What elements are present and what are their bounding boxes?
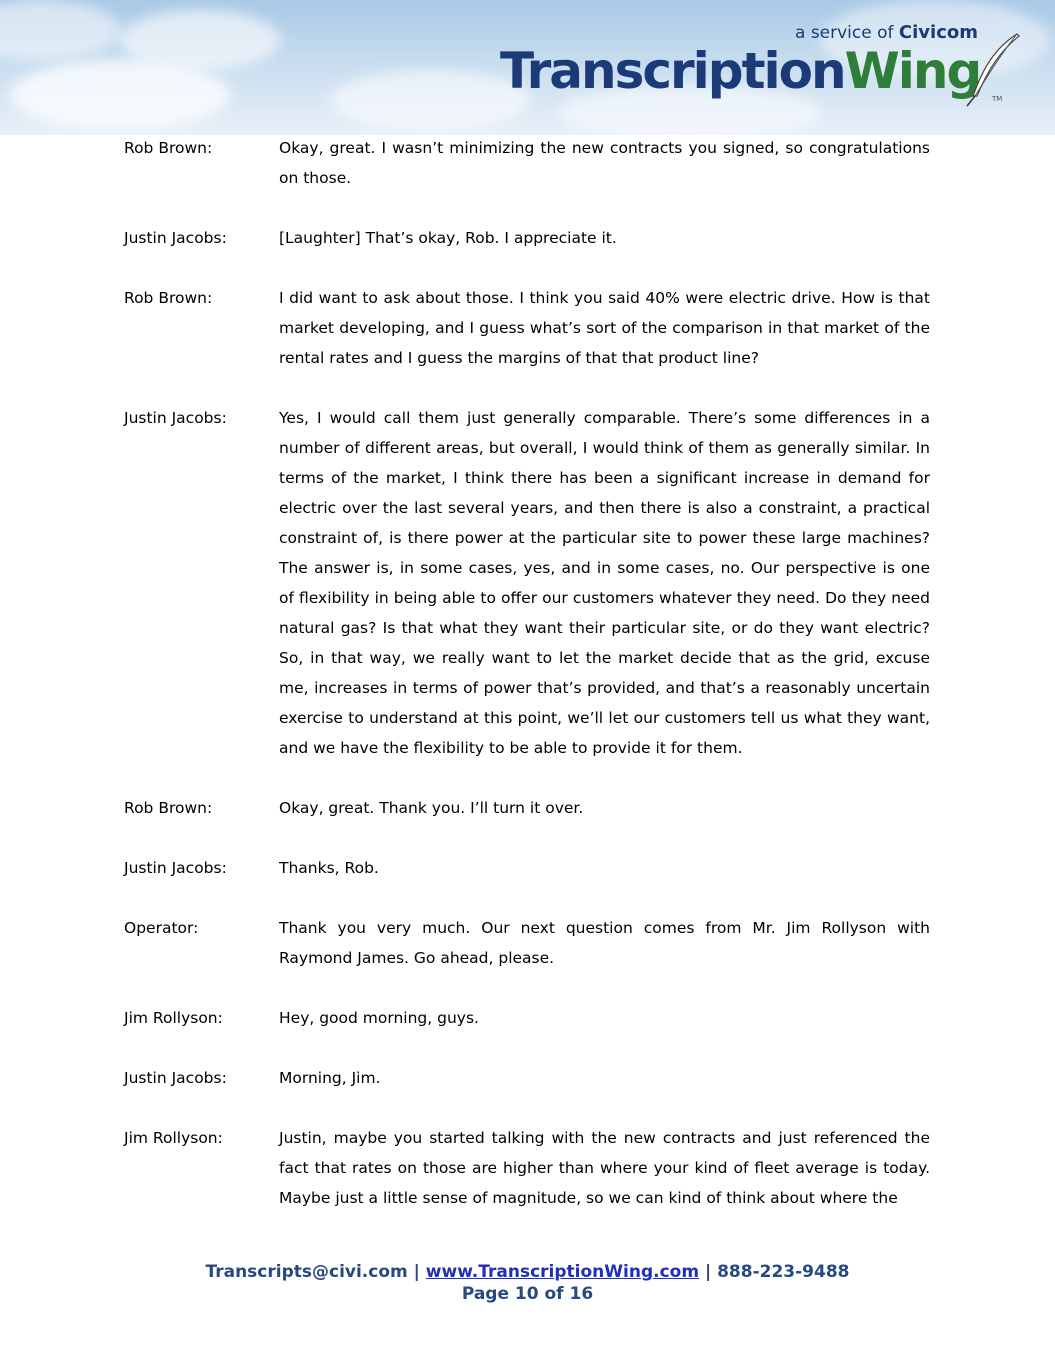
logo-wing: Wing [844,42,981,100]
speech-text: Yes, I would call them just generally comparable. There’s some differences in a number of different areas, but overall, I would think of them as generally similar. In terms of the market, I think there has been a significant increase in demand for electric over the last several years, and then there is also a constraint, a practical constraint of, is there power at the particular site to power these large machines? The answer is, in some cases, yes, and in some cases, no. Our perspective is one of flexibility in being able to offer our customers whatever they need. Do they need natural gas? Is that what they want their particular site, or do they want electric? So, in that way, we really want to let the market decide that as the grid, excuse me, increases in terms of power that’s provided, and that’s a reasonably uncertain exercise to understand at this point, we’ll let our customers tell us what they want, and we have the flexibility to be able to provide it for them. [279,409,930,757]
speaker-name: Jim Rollyson: [124,1009,223,1027]
footer-separator: | [699,1262,718,1282]
page-number: Page 10 of 16 [461,1284,594,1304]
website-link[interactable]: www.TranscriptionWing.com [425,1262,700,1282]
speaker-name: Justin Jacobs: [124,229,227,247]
transcriptionwing-logo [500,42,980,100]
speech-text: Morning, Jim. [279,1069,381,1087]
speaker-name: Rob Brown: [124,799,213,817]
logo-transcription: Transcription [500,42,845,100]
contact-line [0,1261,1055,1283]
speech-text: [Laughter] That’s okay, Rob. I appreciate it. [279,229,617,247]
speaker-name: Justin Jacobs: [124,1069,227,1087]
speech-text: Justin, maybe you started talking with the new contracts and just referenced the fact that rates on those are higher than where your kind of fleet average is today. Maybe just a little sense of magnitude, so we can kind of think about where the [279,1129,930,1207]
speaker-name: Rob Brown: [124,139,213,157]
speaker-name: Jim Rollyson: [124,1129,223,1147]
speech-text: Okay, great. I wasn’t minimizing the new contracts you signed, so congratulations on those. [279,139,930,187]
speech-text: Okay, great. Thank you. I’ll turn it over. [279,799,584,817]
sky-cloud [120,10,280,70]
speech-text: Hey, good morning, guys. [279,1009,479,1027]
footer-phone: 888-223-9488 [717,1262,850,1282]
quill-feather-icon [955,30,1025,110]
service-tagline [795,22,978,43]
trademark-mark: TM [992,95,1003,103]
service-prefix: a service of [795,23,894,43]
page-header-banner [0,0,1055,135]
speaker-name: Justin Jacobs: [124,409,227,427]
sky-cloud [10,60,230,130]
speech-text: I did want to ask about those. I think you said 40% were electric drive. How is that market developing, and I guess what’s sort of the comparison in that market of the rental rates and I guess the margins of that that product line? [279,289,930,367]
speaker-name: Justin Jacobs: [124,859,227,877]
speaker-name: Rob Brown: [124,289,213,307]
footer-email: Transcripts@civi.com [205,1262,408,1282]
civicom-brand: Civicom [898,22,978,43]
speaker-name: Operator: [124,919,199,937]
footer-separator: | [407,1262,426,1282]
sky-cloud [0,0,120,60]
speech-text: Thanks, Rob. [279,859,379,877]
page-footer [0,1261,1055,1305]
speech-text: Thank you very much. Our next question comes from Mr. Jim Rollyson with Raymond James. Go ahead, please. [279,919,930,967]
